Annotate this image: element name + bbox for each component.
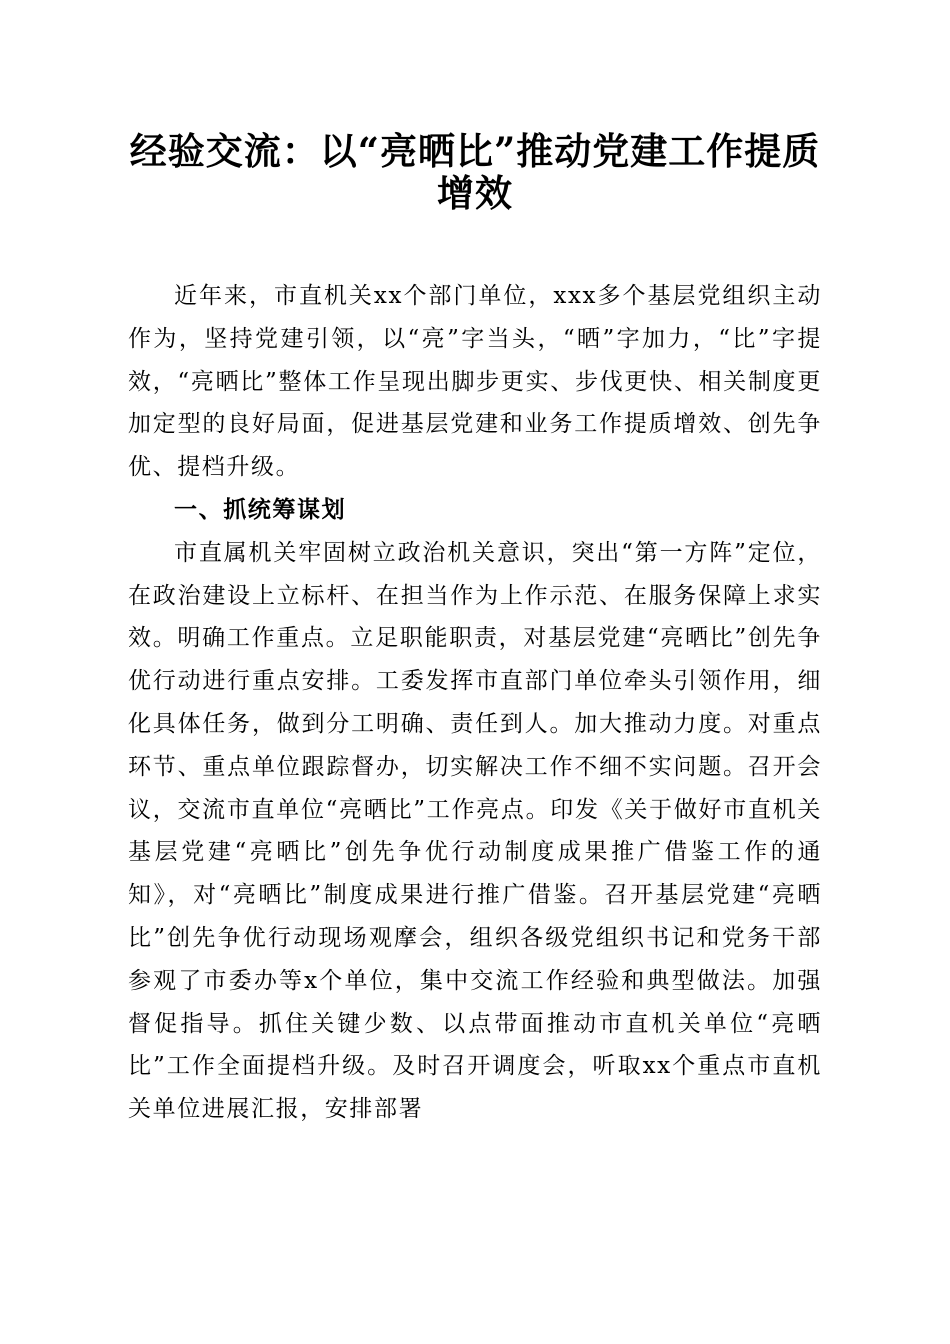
document-title: 经验交流：以“亮晒比”推动党建工作提质增效 xyxy=(129,129,821,215)
section-paragraph: 市直属机关牢固树立政治机关意识，突出“第一方阵”定位，在政治建设上立标杆、在担当作为上作示范、在服务保障上求实效。明确工作重点。立足职能职责，对基层党建“亮晒比”创先争优行动进行重点安排。工委发挥市直部门单位牵头引领作用，细化具体任务，做到分工明确、责任到人。加大推动力度。对重点环节、重点单位跟踪督办，切实解决工作不细不实问题。召开会议，交流市直单位“亮晒比”工作亮点。印发《关于做好市直机关基层党建“亮晒比”创先争优行动制度成果推广借鉴工作的通知》，对“亮晒比”制度成果进行推广借鉴。召开基层党建“亮晒比”创先争优行动现场观摩会，组织各级党组织书记和党务干部参观了市委办等x个单位，集中交流工作经验和典型做法。加强督促指导。抓住关键少数、以点带面推动市直机关单位“亮晒比”工作全面提档升级。及时召开调度会，听取xx个重点市直机关单位进展汇报，安排部署 xyxy=(128,539,822,1123)
document-body xyxy=(128,275,822,1131)
section-heading: 一、抓统筹谋划 xyxy=(174,496,347,523)
intro-paragraph: 近年来，市直机关xx个部门单位，xxx多个基层党组织主动作为，坚持党建引领，以“亮”字当头，“晒”字加力，“比”字提效，“亮晒比”整体工作呈现出脚步更实、步伐更快、相关制度更加定型的良好局面，促进基层党建和业务工作提质增效、创先争优、提档升级。 xyxy=(128,283,822,481)
